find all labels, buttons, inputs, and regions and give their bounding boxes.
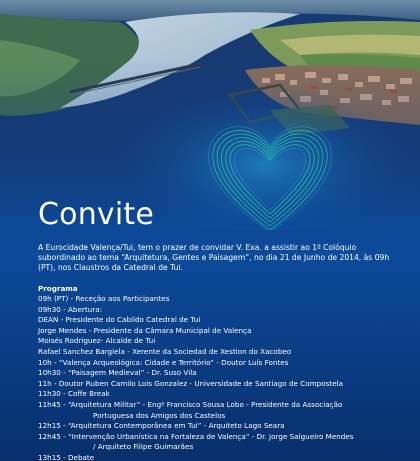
program-section bbox=[38, 284, 408, 461]
program-item: 12h15 - “Arquitetura Contemporânea em Tui” - Arquiteto Lago Seara bbox=[38, 421, 285, 431]
program-item: Jorge Mendes - Presidente da Câmara Municipal de Valença bbox=[38, 325, 252, 335]
program-item: Moisés Rodriguez- Alcalde de Tui bbox=[38, 336, 156, 346]
program-list bbox=[38, 294, 408, 461]
program-item-continuation: / Arquiteto Filipe Guimarães bbox=[93, 442, 194, 452]
program-item: DEAN - Presidente do Cabildo Catedral de Tui bbox=[38, 315, 201, 325]
hero-landscape-image bbox=[0, 0, 420, 230]
program-item: 09h (PT) - Receção aos Participantes bbox=[38, 294, 170, 303]
invitation-intro-text: A Eurocidade Valença/Tui, tem o prazer de convidar V. Exa. a assistir ao 1º Colóquio subordinado ao tema “Arquitetura, Gentes e Paisagem”, no dia 21 de Junho de 2014, às 09h (PT), nos Claustros da Catedral de Tui. bbox=[38, 243, 390, 273]
program-item: 09h30 - Abertura: bbox=[38, 304, 103, 314]
program-item: 11h30 - Coffe Break bbox=[38, 389, 110, 399]
program-item: 10h30 - “Paisagem Medieval” - Dr. Suso Vila bbox=[38, 368, 197, 378]
program-item: 12h45 - “Intervenção Urbanística na Fortaleza de Valença” - Dr. Jorge Salgueiro Mendes bbox=[38, 431, 354, 441]
program-item-continuation: Portuguesa dos Amigos dos Castelos bbox=[93, 410, 226, 420]
program-heading: Programa bbox=[38, 284, 78, 293]
program-item: 11h - Doutor Ruben Camilo Lois Gonzalez - Universidade de Santiago de Compostela bbox=[38, 378, 344, 388]
program-item: 11h45 - “Arquitetura Militar” - Engº Francisco Sousa Lobo - Presidente da Associação bbox=[38, 399, 343, 409]
program-item: 10h - “Valença Arqueológica: Cidade e Território” - Doutor Luís Fontes bbox=[38, 357, 289, 367]
program-item: Rafael Sanchez Bargiela - Xerente da Sociedad de Xestion do Xacobeo bbox=[38, 346, 292, 356]
page-title: Convite bbox=[38, 197, 155, 232]
program-item: 13h15 - Debate bbox=[38, 452, 95, 461]
